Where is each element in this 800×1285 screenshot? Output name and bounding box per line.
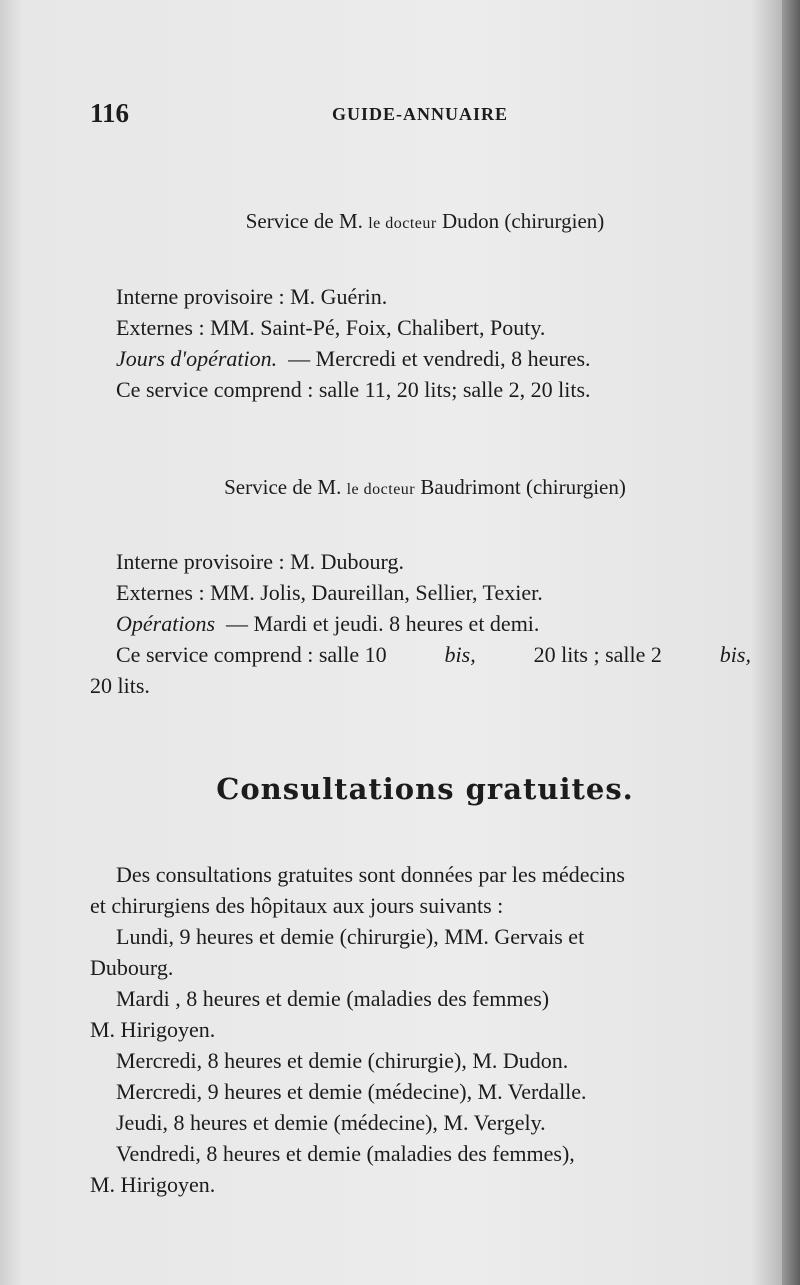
operations-label: Opérations [116,611,215,636]
page-edge-shadow [782,0,800,1285]
interne-line: Interne provisoire : M. Guérin. [116,284,388,309]
jours-operation-line [116,344,591,374]
schedule-entry-vendredi: Vendredi, 8 heures et demie (maladies des femmes), [116,1141,575,1166]
externes-line: Externes : MM. Jolis, Daureillan, Sellier, Texier. [116,580,543,605]
consultations-title: Consultations gratuites. [216,772,634,806]
service-line: Ce service comprend : salle 11, 20 lits; salle 2, 20 lits. [116,377,591,402]
schedule-entry-mardi: Mardi , 8 heures et demie (maladies des femmes) [116,986,550,1011]
externes-line: Externes : MM. Saint-Pé, Foix, Chalibert, Pouty. [116,315,546,340]
intro-line-1: Des consultations gratuites sont données par les médecins [116,862,625,887]
schedule-entry-mardi-cont: M. Hirigoyen. [90,1017,216,1042]
schedule-entry-jeudi: Jeudi, 8 heures et demie (médecine), M. Vergely. [116,1110,546,1135]
section-heading-baudrimont: Service de M. le docteur Baudrimont (chirurgien) [224,475,626,499]
interne-line: Interne provisoire : M. Dubourg. [116,549,404,574]
running-head: GUIDE-ANNUAIRE [331,104,508,124]
service-line: Ce service comprend : salle 10 bis, 20 lits ; salle 2 bis, [116,642,751,667]
page-number: 116 [90,98,130,128]
jours-label: Jours d'opération. [116,346,278,371]
schedule-entry-vendredi-cont: M. Hirigoyen. [90,1172,216,1197]
section-heading-dudon: Service de M. le docteur Dudon (chirurgien) [245,209,605,233]
operations-line [116,609,539,639]
schedule-entry-lundi-cont: Dubourg. [90,955,174,980]
schedule-entry-lundi: Lundi, 9 heures et demie (chirurgie), MM. Gervais et [116,924,585,949]
schedule-entry-mercredi-1: Mercredi, 8 heures et demie (chirurgie), M. Dudon. [116,1048,569,1073]
page-header [90,98,750,138]
service-line-cont: 20 lits. [90,673,150,698]
schedule-entry-mercredi-2: Mercredi, 9 heures et demie (médecine), M. Verdalle. [116,1079,587,1104]
jours-value: — Mercredi et vendredi, 8 heures. [288,346,591,371]
operations-value: — Mardi et jeudi. 8 heures et demi. [226,611,540,636]
intro-line-2: et chirurgiens des hôpitaux aux jours suivants : [90,893,504,918]
